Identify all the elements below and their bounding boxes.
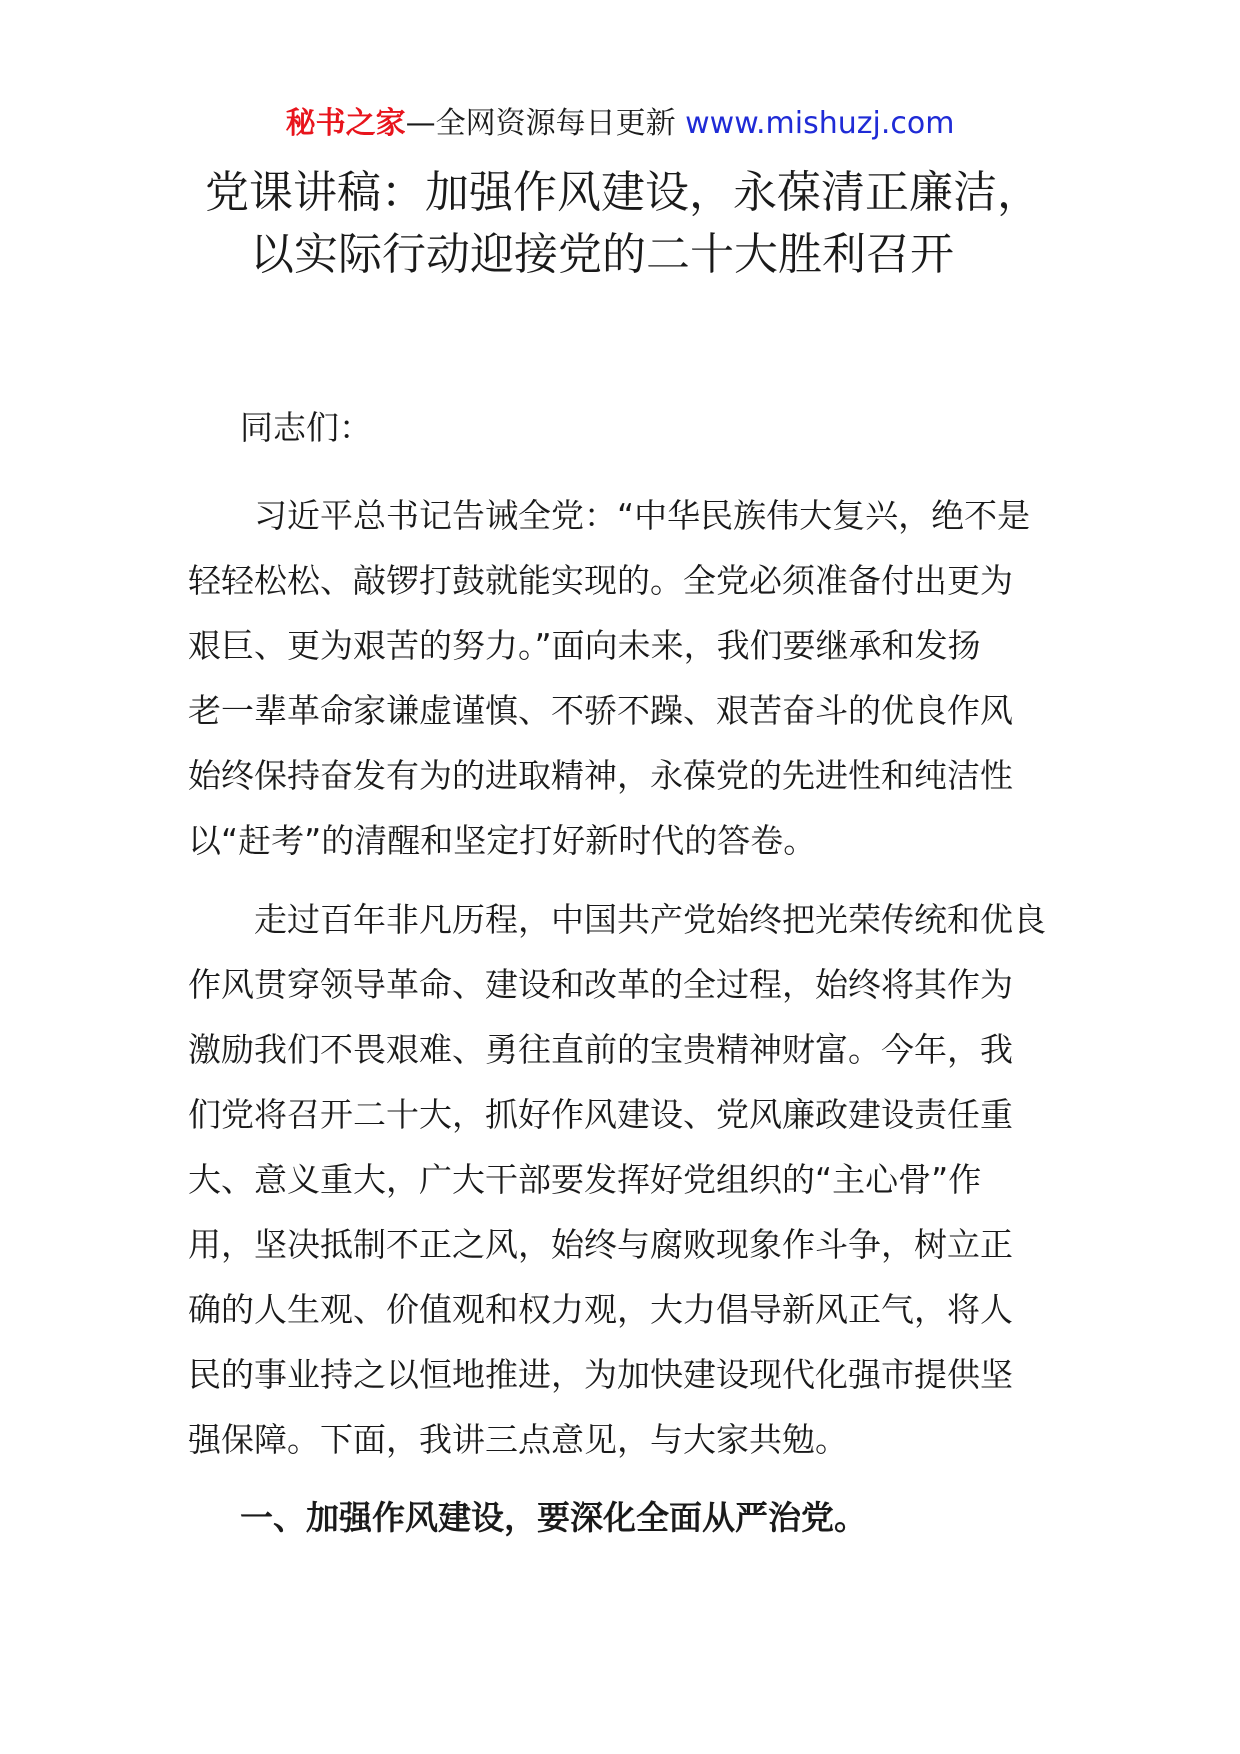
- paragraph-line: 作风贯穿领导革命、建设和改革的全过程，始终将其作为: [188, 965, 1013, 1004]
- greeting: 同志们：: [240, 408, 372, 447]
- site-header: [0, 104, 1240, 144]
- paragraph-2: [188, 887, 1058, 1472]
- paragraph-line: 民的事业持之以恒地推进，为加快建设现代化强市提供坚: [188, 1355, 1013, 1394]
- document-title-line-1: 党课讲稿：加强作风建设，永葆清正廉洁，: [205, 167, 1041, 218]
- paragraph-line: 们党将召开二十大，抓好作风建设、党风廉政建设责任重: [188, 1095, 1013, 1134]
- paragraph-line: 用，坚决抵制不正之风，始终与腐败现象作斗争，树立正: [188, 1225, 1013, 1264]
- paragraph-line: 老一辈革命家谦虚谨慎、不骄不躁、艰苦奋斗的优良作风: [188, 691, 1013, 730]
- header-slogan: —全网资源每日更新: [405, 106, 686, 141]
- paragraph-line: 以“赶考”的清醒和坚定打好新时代的答卷。: [188, 821, 817, 860]
- paragraph-line: 激励我们不畏艰难、勇往直前的宝贵精神财富。今年，我: [188, 1030, 1013, 1069]
- paragraph-line: 习近平总书记告诫全党：“中华民族伟大复兴，绝不是: [188, 496, 1031, 535]
- paragraph-line: 确的人生观、价值观和权力观，大力倡导新风正气，将人: [188, 1290, 1013, 1329]
- brand-name: 秘书之家: [285, 106, 406, 141]
- paragraph-1: [188, 483, 1058, 873]
- section-heading: 一、加强作风建设，要深化全面从严治党。: [240, 1498, 867, 1537]
- paragraph-line: 大、意义重大，广大干部要发挥好党组织的“主心骨”作: [188, 1160, 982, 1199]
- paragraph-line: 强保障。下面，我讲三点意见，与大家共勉。: [188, 1420, 848, 1459]
- paragraph-line: 走过百年非凡历程，中国共产党始终把光荣传统和优良: [188, 900, 1046, 939]
- paragraph-line: 始终保持奋发有为的进取精神，永葆党的先进性和纯洁性: [188, 756, 1013, 795]
- paragraph-line: 轻轻松松、敲锣打鼓就能实现的。全党必须准备付出更为: [188, 561, 1013, 600]
- document-title-line-2: 以实际行动迎接党的二十大胜利召开: [250, 229, 954, 280]
- site-url[interactable]: www.mishuzj.com: [685, 106, 955, 141]
- paragraph-line: 艰巨、更为艰苦的努力。”面向未来，我们要继承和发扬: [188, 626, 981, 665]
